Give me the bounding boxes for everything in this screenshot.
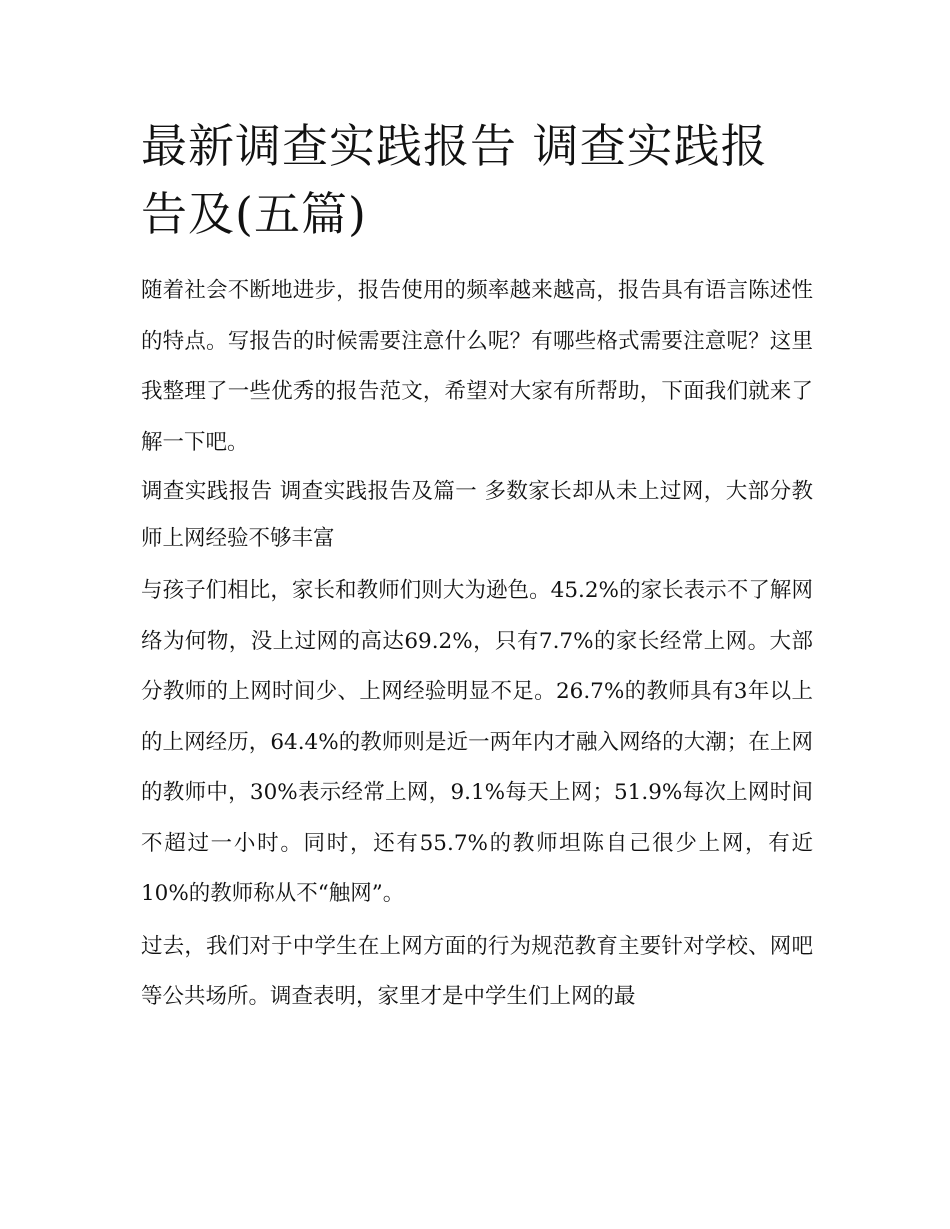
- intro-paragraph: 随着社会不断地进步，报告使用的频率越来越高，报告具有语言陈述性的特点。写报告的时候需要注意什么呢？有哪些格式需要注意呢？这里我整理了一些优秀的报告范文，希望对大家有所帮助，下面我们就来了解一下吧。: [141, 278, 813, 455]
- section-heading: 调查实践报告 调查实践报告及篇一 多数家长却从未上过网，大部分教师上网经验不够丰富: [141, 479, 813, 551]
- document-page: [141, 112, 813, 1023]
- body-paragraph-1: 与孩子们相比，家长和教师们则大为逊色。45.2%的家长表示不了解网络为何物，没上过网的高达69.2%，只有7.7%的家长经常上网。大部分教师的上网时间少、上网经验明显不足。26.7%的教师具有3年以上的上网经历，64.4%的教师则是近一两年内才融入网络的大潮；在上网的教师中，30%表示经常上网，9.1%每天上网；51.9%每次上网时间不超过一小时。同时，还有55.7%的教师坦陈自己很少上网，有近10%的教师称从不“触网”。: [141, 578, 813, 906]
- page-title: 最新调查实践报告 调查实践报告及(五篇): [141, 119, 768, 241]
- body-paragraph-2: 过去，我们对于中学生在上网方面的行为规范教育主要针对学校、网吧等公共场所。调查表明，家里才是中学生们上网的最: [141, 933, 813, 1009]
